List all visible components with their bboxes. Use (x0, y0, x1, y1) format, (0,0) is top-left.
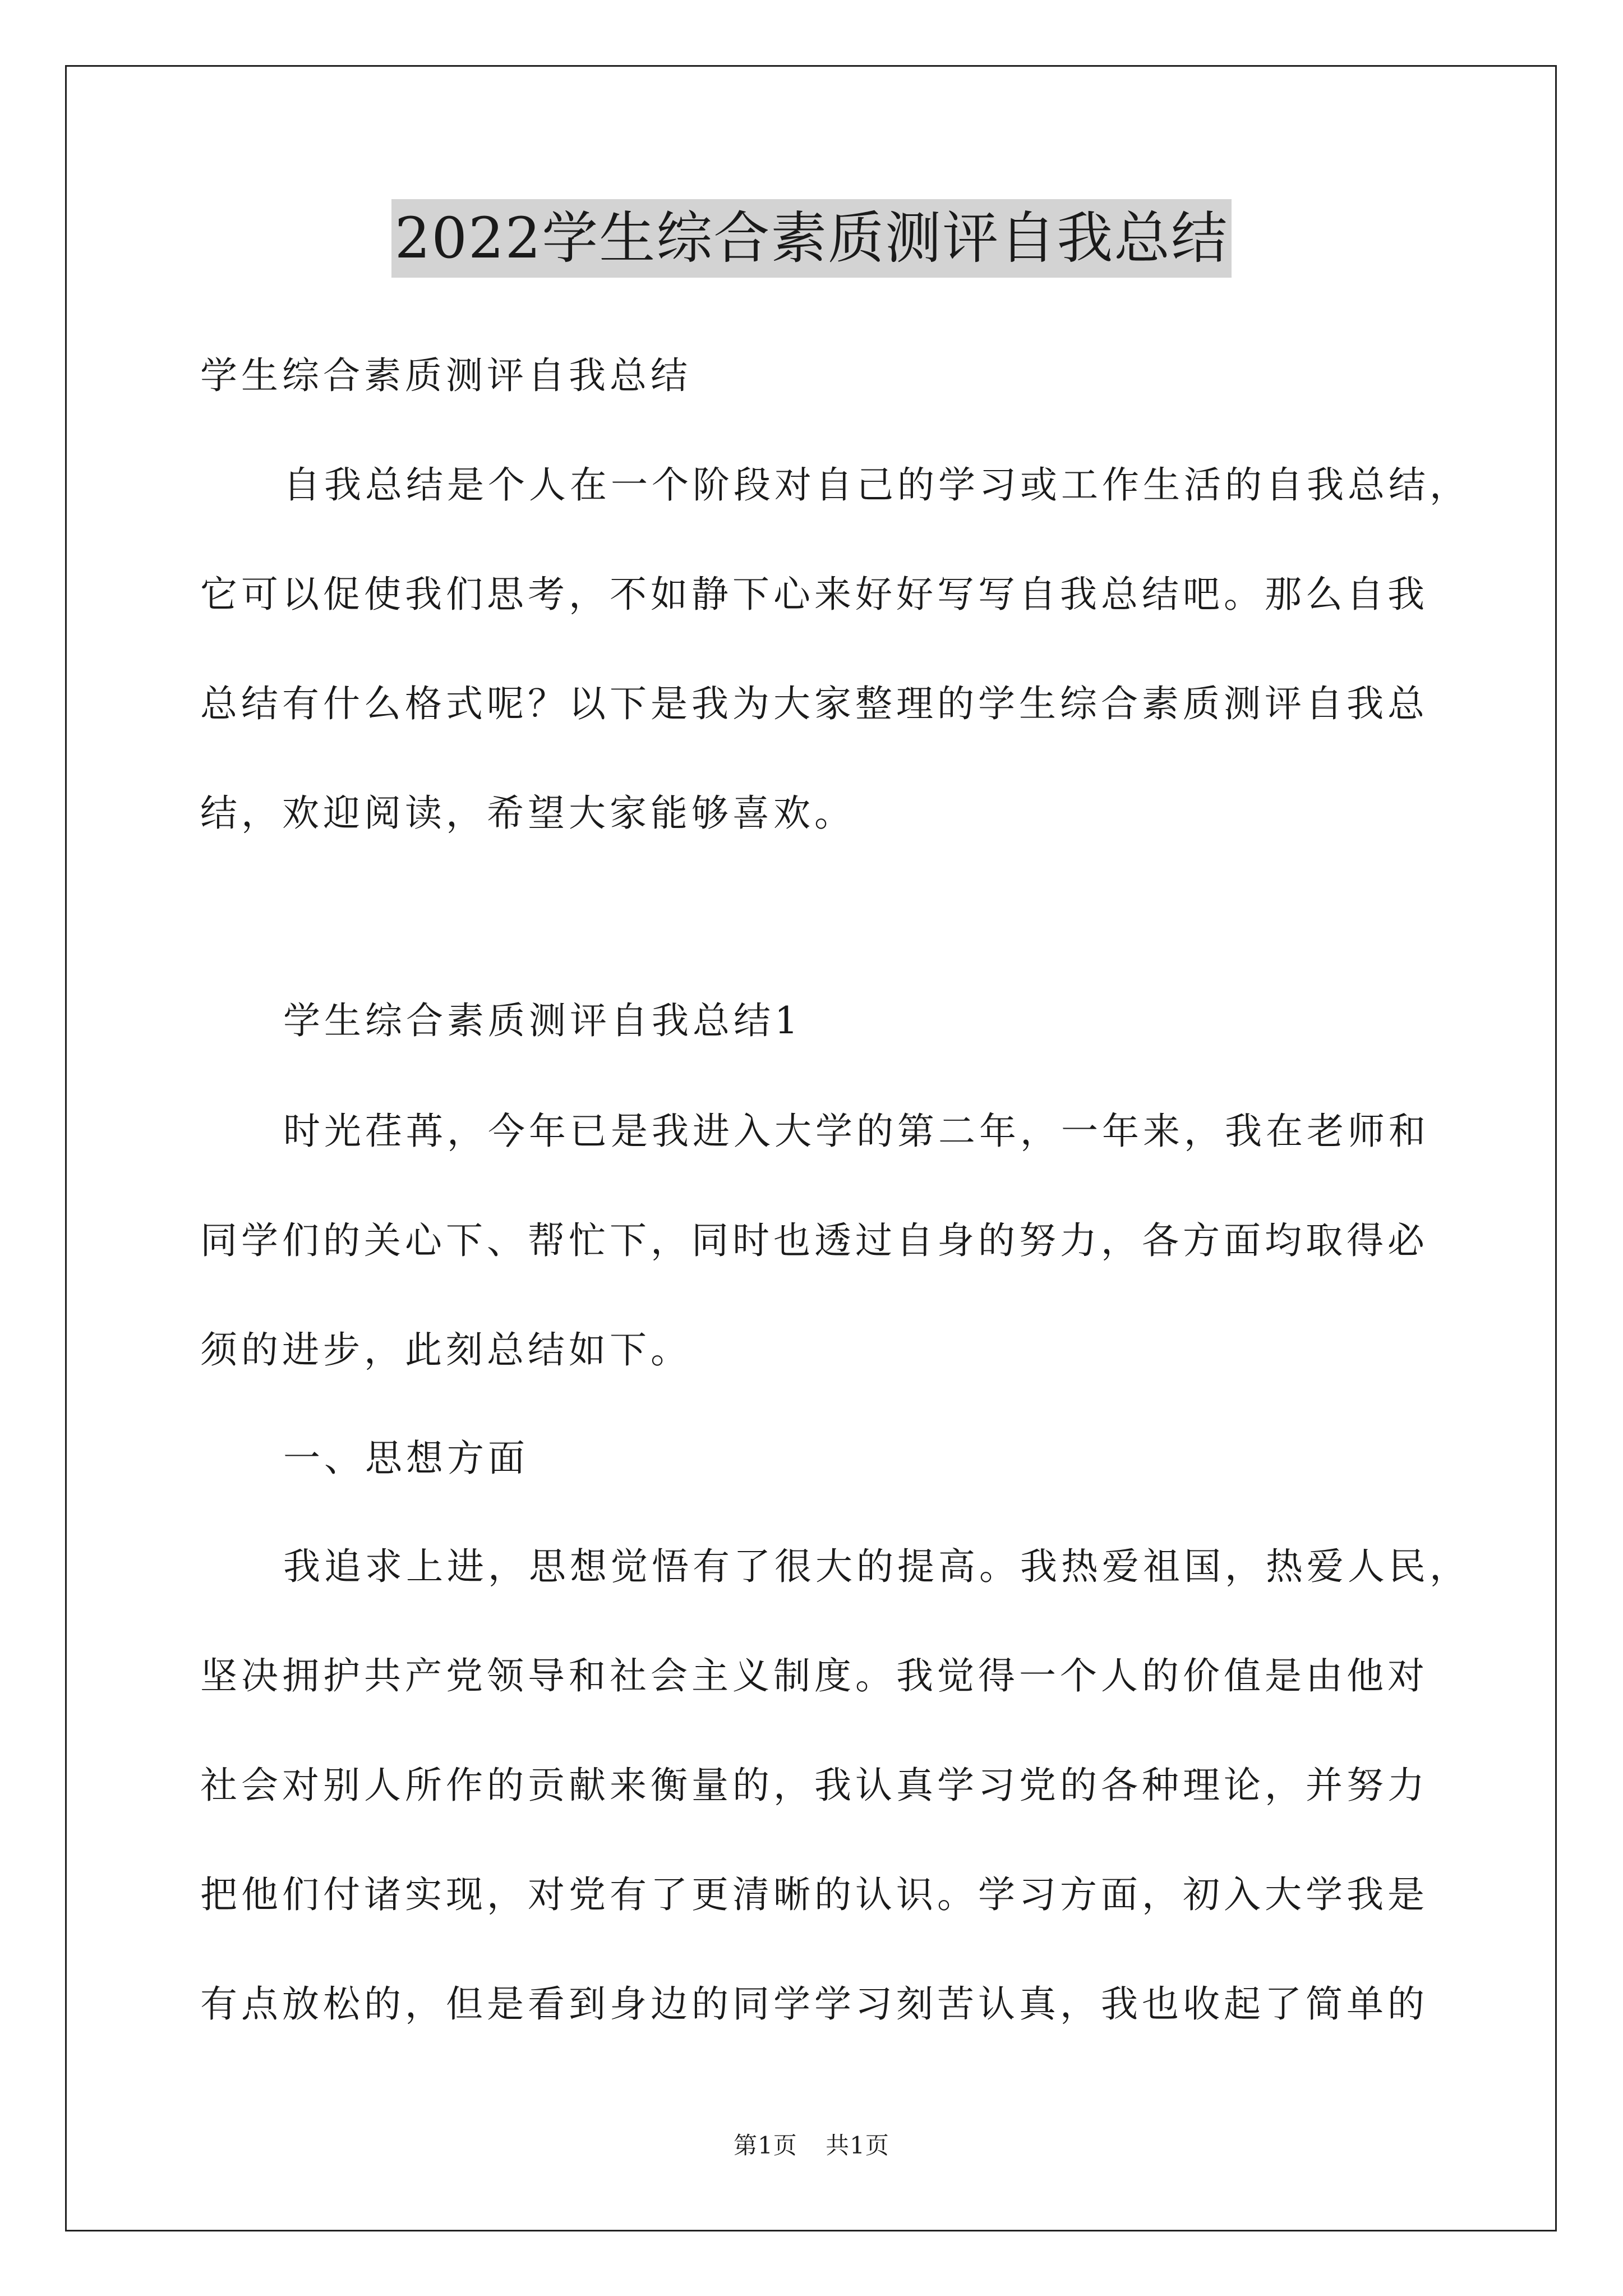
document-subtitle: 学生综合素质测评自我总结 (200, 354, 691, 397)
paragraph-line: 坚决拥护共产党领导和社会主义制度。我觉得一个人的价值是由他对 (200, 1654, 1428, 1697)
page-number: 第1页 (734, 2132, 797, 2159)
paragraph-line: 同学们的关心下、帮忙下，同时也透过自身的努力，各方面均取得必 (200, 1219, 1428, 1262)
document-title: 2022学生综合素质测评自我总结 (391, 199, 1232, 278)
section-heading: 学生综合素质测评自我总结1 (283, 999, 802, 1042)
paragraph-line: 总结有什么格式呢？以下是我为大家整理的学生综合素质测评自我总 (200, 682, 1428, 725)
paragraph-line: 我追求上进，思想觉悟有了很大的提高。我热爱祖国，热爱人民， (283, 1545, 1470, 1588)
paragraph-line: 社会对别人所作的贡献来衡量的，我认真学习党的各种理论，并努力 (200, 1764, 1428, 1807)
paragraph-line: 时光荏苒，今年已是我进入大学的第二年，一年来，我在老师和 (283, 1110, 1430, 1153)
paragraph-line: 结，欢迎阅读，希望大家能够喜欢。 (200, 792, 855, 835)
paragraph-line: 把他们付诸实现，对党有了更清晰的认识。学习方面，初入大学我是 (200, 1873, 1428, 1916)
paragraph-line: 须的进步，此刻总结如下。 (200, 1328, 691, 1372)
page-footer (0, 2129, 1623, 2162)
page-total: 共1页 (826, 2132, 889, 2159)
paragraph-line: 它可以促使我们思考，不如静下心来好好写写自我总结吧。那么自我 (200, 573, 1428, 616)
subsection-heading: 一、思想方面 (283, 1437, 529, 1480)
paragraph-line: 有点放松的，但是看到身边的同学学习刻苦认真，我也收起了简单的 (200, 1982, 1428, 2026)
paragraph-line: 自我总结是个人在一个阶段对自己的学习或工作生活的自我总结， (283, 463, 1470, 507)
title-container (0, 199, 1623, 278)
